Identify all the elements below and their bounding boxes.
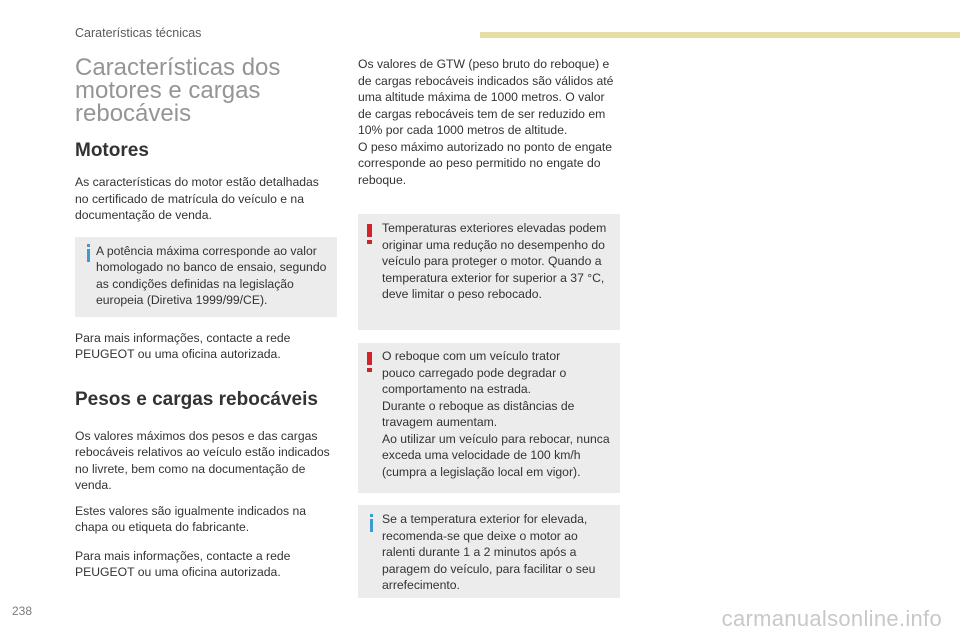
weights-more-info [75, 548, 337, 581]
text-line: rebocáveis relativos ao veículo estão indicados [75, 445, 330, 459]
watermark: carmanualsonline.info [721, 606, 942, 631]
text-line: travagem aumentam. [382, 415, 498, 429]
text-line: PEUGEOT ou uma oficina autorizada. [75, 347, 281, 361]
text-line: O peso máximo autorizado no ponto de engate [358, 139, 613, 154]
text-line: Se a temperatura exterior for elevada, [382, 512, 588, 526]
text-line: Ao utilizar um veículo para rebocar, nunca [382, 431, 610, 446]
text-line: Estes valores são igualmente indicados na [75, 503, 307, 518]
text-line: As características do motor estão detalhadas [75, 175, 319, 189]
info-icon [87, 249, 90, 262]
text-line: no certificado de matrícula do veículo e na [75, 191, 304, 206]
text-line: PEUGEOT ou uma oficina autorizada. [75, 565, 281, 579]
text-line: venda. [75, 478, 112, 492]
text-line: temperatura exterior for superior a 37 °C, [382, 270, 605, 285]
warning-box-temperature [358, 214, 620, 330]
engines-paragraph [75, 174, 337, 224]
gtw-paragraph [358, 56, 620, 188]
text-line: homologado no banco de ensaio, segundo [96, 260, 327, 274]
text-line: de cargas rebocáveis tem de ser reduzido em [358, 106, 606, 121]
left-column [75, 56, 337, 581]
weights-heading: Pesos e cargas rebocáveis [75, 388, 318, 410]
title-line: Características dos [75, 54, 281, 81]
weights-paragraph-1 [75, 428, 337, 494]
title-line: motores e cargas [75, 77, 261, 104]
info-box-text [96, 243, 338, 309]
info-box-text [382, 511, 622, 594]
warning-box-towing [358, 343, 620, 493]
engines-heading: Motores [75, 140, 149, 161]
text-line: recomenda-se que deixe o motor ao [382, 528, 578, 543]
text-line: reboque. [358, 172, 407, 187]
text-line: deve limitar o peso rebocado. [382, 287, 542, 301]
text-line: Durante o reboque as distâncias de [382, 398, 575, 413]
info-icon [370, 519, 373, 532]
weights-paragraph-2 [75, 503, 337, 536]
text-line: (cumpra a legislação local em vigor). [382, 464, 581, 479]
title-line: rebocáveis [75, 100, 192, 127]
warning-box-text [382, 348, 622, 480]
text-line: Temperaturas exteriores elevadas podem [382, 221, 607, 235]
text-line: Para mais informações, contacte a rede [75, 548, 291, 563]
text-line: Os valores de GTW (peso bruto do reboque) e [358, 57, 610, 71]
text-line: no livrete, bem como na documentação de [75, 461, 306, 476]
warning-icon [367, 352, 372, 365]
warning-box-text [382, 220, 622, 303]
text-line: Para mais informações, contacte a rede [75, 330, 291, 345]
text-line: uma altitude máxima de 1000 metros. O valor [358, 90, 605, 104]
text-line: Os valores máximos dos pesos e das cargas [75, 428, 318, 443]
right-column [358, 56, 620, 598]
warning-icon [367, 224, 372, 237]
text-line: 10% por cada 1000 metros de altitude. [358, 123, 568, 137]
text-line: arrefecimento. [382, 578, 460, 592]
text-line: comportamento na estrada. [382, 382, 532, 396]
text-line: pouco carregado pode degradar o [382, 365, 567, 380]
text-line: O reboque com um veículo trator [382, 349, 561, 363]
text-line: as condições definidas na legislação [96, 276, 294, 291]
text-line: de cargas rebocáveis indicados são válidos até [358, 73, 614, 88]
section-header-title: Caraterísticas técnicas [75, 26, 202, 40]
text-line: documentação de venda. [75, 208, 212, 222]
text-line: chapa ou etiqueta do fabricante. [75, 520, 250, 534]
text-line: paragem do veículo, para facilitar o seu [382, 561, 596, 576]
text-line: ralenti durante 1 a 2 minutos após a [382, 545, 577, 559]
page-number: 238 [12, 604, 33, 618]
text-line: exceda uma velocidade de 100 km/h [382, 448, 581, 462]
text-line: europeia (Diretiva 1999/99/CE). [96, 293, 268, 307]
text-line: corresponde ao peso permitido no engate do [358, 156, 601, 170]
info-box-power [75, 237, 337, 317]
text-line: veículo para proteger o motor. Quando a [382, 254, 602, 268]
info-box-cooling [358, 505, 620, 598]
text-line: originar uma redução no desempenho do [382, 237, 605, 252]
engines-more-info [75, 330, 337, 363]
header-accent-bar [480, 32, 960, 38]
text-line: A potência máxima corresponde ao valor [96, 243, 317, 258]
page-title [75, 56, 337, 125]
